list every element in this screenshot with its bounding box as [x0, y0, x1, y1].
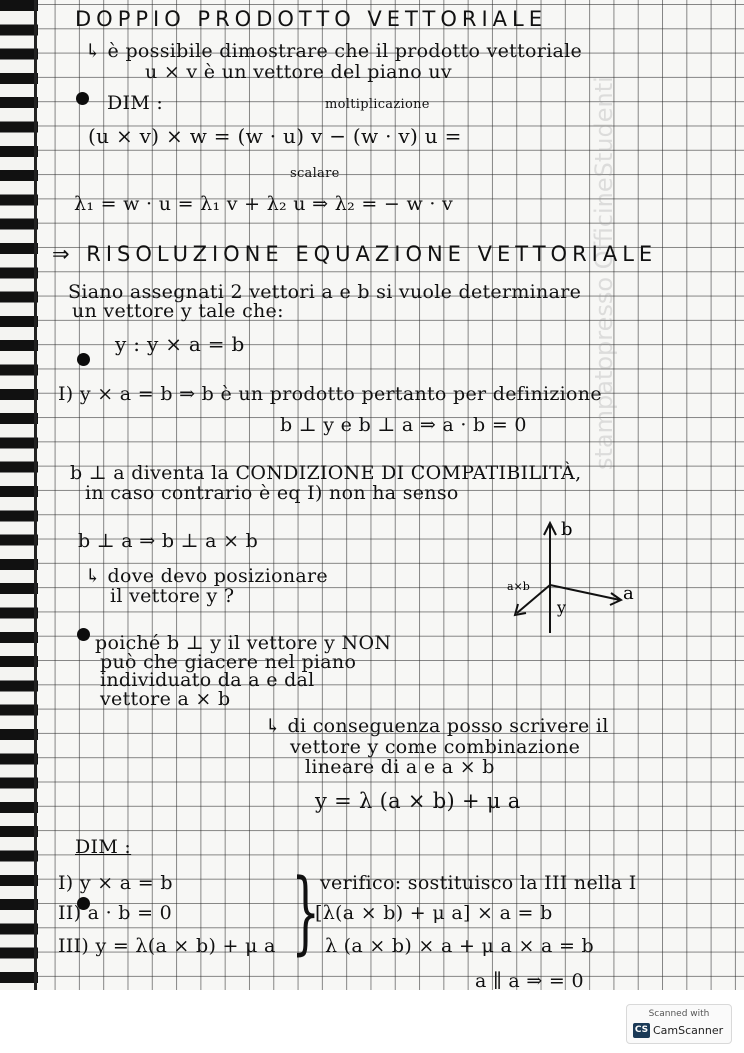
dim-label: DIM :: [107, 92, 164, 114]
note-annotation: moltiplicazione: [325, 97, 430, 112]
equation-line: I) y × a = b: [58, 872, 173, 894]
formula-line: (u × v) × w = (w · u) v − (w · v) u =: [88, 124, 462, 148]
bullet-dot: [76, 92, 89, 105]
note-line: ↳ di conseguenza posso scrivere il: [265, 715, 609, 737]
formula-line: a ∥ a ⇒ = 0: [475, 970, 584, 990]
y-axis-label: y: [557, 598, 567, 617]
equation-line: II) a · b = 0: [58, 902, 173, 924]
formula-line: b ⊥ a ⇒ b ⊥ a × b: [78, 530, 259, 552]
spiral-binding: [0, 0, 38, 990]
a-axis-label: a: [623, 583, 634, 604]
formula-line: λ₁ = w · u = λ₁ v + λ₂ u ⇒ λ₂ = − w · v: [74, 193, 454, 215]
note-line: può che giacere nel piano: [100, 651, 357, 673]
curly-brace: }: [291, 860, 320, 965]
camscanner-brand-text: CamScanner: [653, 1024, 724, 1037]
note-line: un vettore y tale che:: [72, 300, 284, 322]
camscanner-badge: [626, 1004, 732, 1044]
camscanner-logo-icon: CS: [633, 1023, 650, 1038]
note-line: verifico: sostituisco la III nella I: [320, 872, 637, 894]
note-line: vettore y come combinazione: [290, 736, 581, 758]
note-line: vettore a × b: [100, 688, 231, 710]
note-line: Siano assegnati 2 vettori a e b si vuole determinare: [68, 281, 582, 303]
note-line: ↳ è possibile dimostrare che il prodotto vettoriale: [85, 40, 583, 62]
note-line: poiché b ⊥ y il vettore y NON: [95, 632, 392, 654]
scanned-with-text: Scanned with: [648, 1009, 710, 1019]
note-line: in caso contrario è eq I) non ha senso: [85, 482, 459, 504]
formula-line: y : y × a = b: [115, 332, 245, 356]
formula-line: [λ(a × b) + μ a] × a = b: [315, 902, 553, 924]
axb-axis-label: a×b: [507, 580, 530, 593]
note-line: u × v è un vettore del piano uv: [145, 61, 452, 83]
bullet-dot: [77, 353, 90, 366]
bullet-dot: [77, 628, 90, 641]
watermark: stampatopresso OfficineStudenti: [590, 76, 618, 470]
section-title-doppio-prodotto: DOPPIO PRODOTTO VETTORIALE: [75, 7, 547, 31]
vector-axes-sketch: [505, 515, 655, 640]
note-line: lineare di a e a × b: [305, 756, 495, 778]
note-line: il vettore y ?: [110, 585, 235, 607]
section-title-risoluzione: ⇒ RISOLUZIONE EQUAZIONE VETTORIALE: [52, 242, 658, 266]
formula-line: y = λ (a × b) + μ a: [315, 789, 521, 813]
formula-line: λ (a × b) × a + μ a × a = b: [325, 935, 595, 957]
formula-line: b ⊥ y e b ⊥ a ⇒ a · b = 0: [280, 414, 527, 436]
dim-label: DIM :: [75, 836, 132, 858]
note-annotation: scalare: [290, 166, 340, 181]
b-axis-label: b: [561, 519, 573, 540]
note-line: ↳ dove devo posizionare: [85, 565, 328, 587]
equation-line: III) y = λ(a × b) + μ a: [58, 935, 276, 957]
note-line: b ⊥ a diventa la CONDIZIONE DI COMPATIBILITÀ,: [70, 462, 582, 484]
note-line: I) y × a = b ⇒ b è un prodotto pertanto per definizione: [58, 383, 602, 405]
note-line: individuato da a e dal: [100, 669, 315, 691]
